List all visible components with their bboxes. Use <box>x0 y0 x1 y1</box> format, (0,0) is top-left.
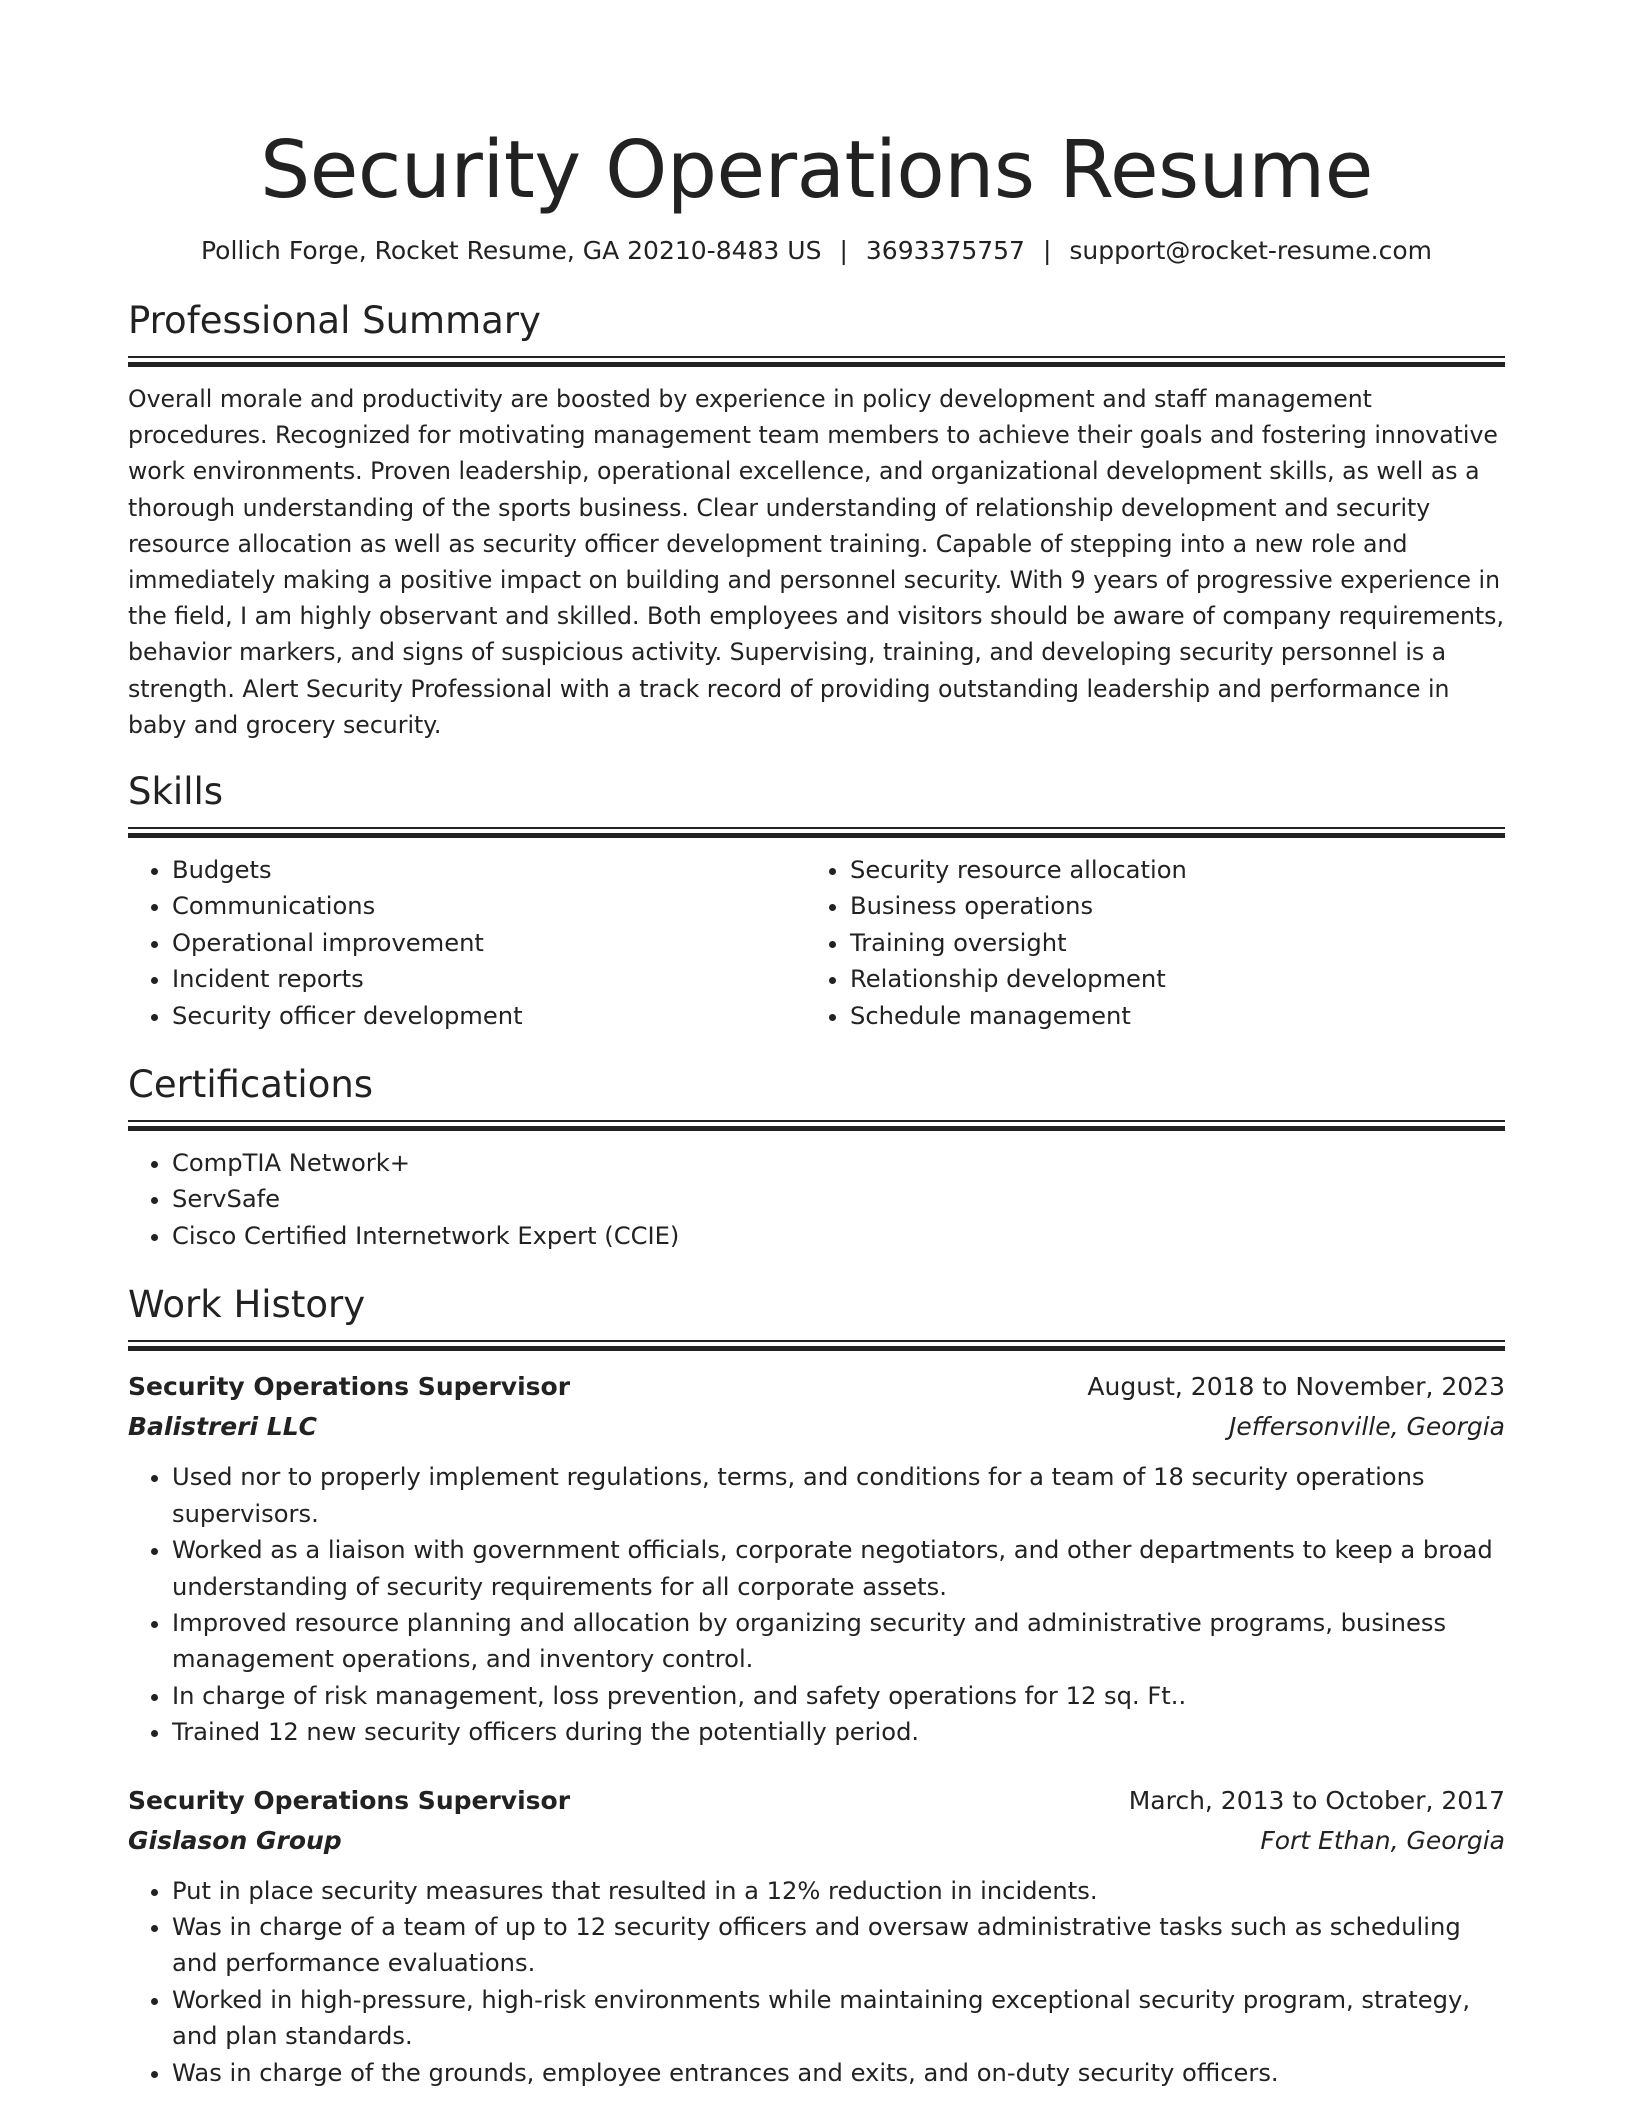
job-duty: • Improved resource planning and allocation by organizing security and administrative programs, business management operations, and inventory control. <box>172 1605 1505 1678</box>
skill-item: • Business operations <box>850 888 1484 924</box>
skill-item: • Schedule management <box>850 998 1484 1034</box>
certifications-heading: Certifications <box>128 1063 374 1107</box>
skills-column-right <box>806 852 1484 1034</box>
job-title: Security Operations Supervisor <box>128 1372 571 1402</box>
work-history-section <box>128 1282 1505 2091</box>
skill-item: • Communications <box>172 888 806 924</box>
contact-line <box>128 234 1505 268</box>
job-duty: • Was in charge of a team of up to 12 security officers and oversaw administrative tasks such as scheduling and performance evaluations. <box>172 1909 1505 1982</box>
job-company: Balistreri LLC <box>128 1412 317 1442</box>
job-company: Gislason Group <box>128 1825 342 1855</box>
skill-item: • Budgets <box>172 852 806 888</box>
job-subheader <box>128 1821 1505 1861</box>
job-duty: • In charge of risk management, loss prevention, and safety operations for 12 sq. Ft.. <box>172 1678 1505 1714</box>
skill-item: • Security resource allocation <box>850 852 1484 888</box>
job-dates: August, 2018 to November, 2023 <box>1087 1372 1505 1402</box>
contact-separator: | <box>1042 236 1052 265</box>
job-location: Jeffersonville, Georgia <box>1229 1412 1505 1442</box>
summary-section <box>128 298 1505 743</box>
section-divider <box>128 1340 1505 1351</box>
section-divider <box>128 1120 1505 1131</box>
job-dates: March, 2013 to October, 2017 <box>1128 1785 1505 1815</box>
job-duties-list <box>128 1873 1505 2091</box>
section-divider <box>128 827 1505 838</box>
job-header <box>128 1781 1505 1821</box>
skill-item: • Training oversight <box>850 925 1484 961</box>
contact-address: Pollich Forge, Rocket Resume, GA 20210-8483 US <box>200 236 822 265</box>
contact-phone: 3693375757 <box>865 236 1025 265</box>
job-duty: • Worked as a liaison with government officials, corporate negotiators, and other departments to keep a broad understanding of security requirements for all corporate assets. <box>172 1532 1505 1605</box>
certification-item: • Cisco Certified Internetwork Expert (CCIE) <box>172 1218 1505 1254</box>
skills-section <box>128 769 1505 1034</box>
job-header <box>128 1367 1505 1407</box>
skill-item: • Relationship development <box>850 961 1484 997</box>
job-entry <box>128 1781 1505 2091</box>
job-duty: • Used nor to properly implement regulations, terms, and conditions for a team of 18 security operations supervisors. <box>172 1459 1505 1532</box>
job-subheader <box>128 1407 1505 1447</box>
section-divider <box>128 356 1505 367</box>
job-duty: • Was in charge of the grounds, employee entrances and exits, and on-duty security officers. <box>172 2055 1505 2091</box>
skills-list <box>128 852 1505 1034</box>
job-duty: • Worked in high-pressure, high-risk environments while maintaining exceptional security program, strategy, and plan standards. <box>172 1982 1505 2055</box>
certification-item: • CompTIA Network+ <box>172 1145 1505 1181</box>
job-location: Fort Ethan, Georgia <box>1260 1825 1505 1855</box>
certifications-list <box>128 1145 1505 1254</box>
skill-item: • Incident reports <box>172 961 806 997</box>
job-duty: • Put in place security measures that resulted in a 12% reduction in incidents. <box>172 1873 1505 1909</box>
job-title: Security Operations Supervisor <box>128 1785 571 1815</box>
skill-item: • Operational improvement <box>172 925 806 961</box>
job-duties-list <box>128 1459 1505 1750</box>
resume-title: Security Operations Resume <box>260 124 1373 216</box>
skill-item: • Security officer development <box>172 998 806 1034</box>
contact-email: support@rocket-resume.com <box>1069 236 1432 265</box>
contact-separator: | <box>839 236 848 265</box>
skills-column-left <box>128 852 806 1034</box>
job-duty: • Trained 12 new security officers during the potentially period. <box>172 1714 1505 1750</box>
summary-heading: Professional Summary <box>128 299 541 342</box>
skills-heading: Skills <box>128 770 224 814</box>
work-history-heading: Work History <box>128 1283 366 1327</box>
summary-text: Overall morale and productivity are boosted by experience in policy development and staff management procedures. Recognized for motivating management team members to achieve their goals and fostering innovative work environments. Proven leadership, operational excellence, and organizational development skills, as well as a thorough understanding of the sports business. Clear understanding of relationship development and security resource allocation as well as security officer development training. Capable of stepping into a new role and immediately making a positive impact on building and personnel security. With 9 years of progressive experience in the field, I am highly observant and skilled. Both employees and visitors should be aware of company requirements, behavior markers, and signs of suspicious activity. Supervising, training, and developing security personnel is a strength. Alert Security Professional with a track record of providing outstanding leadership and performance in baby and grocery security. <box>128 385 1504 739</box>
certifications-section <box>128 1062 1505 1254</box>
job-entry <box>128 1367 1505 1750</box>
certification-item: • ServSafe <box>172 1181 1505 1217</box>
